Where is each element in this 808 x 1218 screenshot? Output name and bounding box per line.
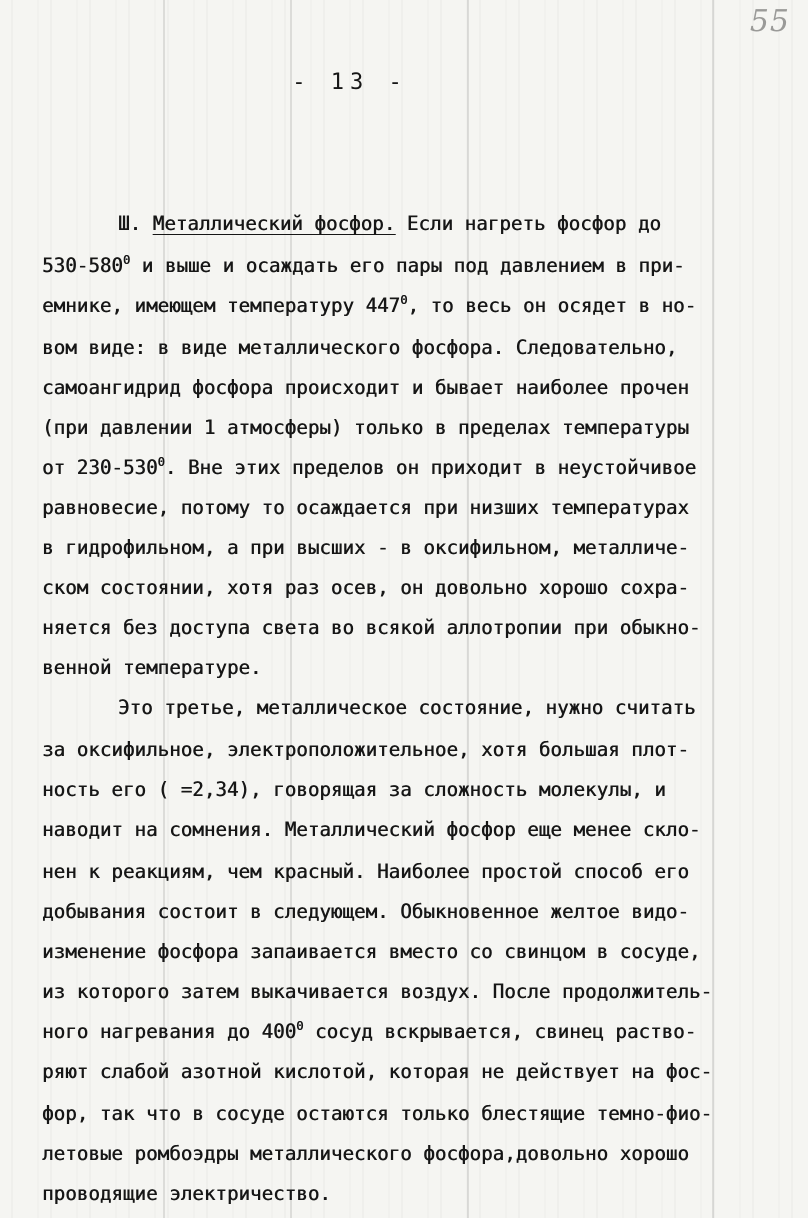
section-title: Металлический фосфор.: [152, 212, 396, 235]
text-segment: . Вне этих пределов он приходит в неустойчивое: [164, 456, 697, 479]
text-line: за оксифильное, электроположительное, хотя большая плот-: [42, 738, 689, 761]
degree-sign: 0: [400, 293, 408, 307]
section-numeral: Ш.: [118, 212, 153, 235]
paragraph-first-line: Это третье, металлическое состояние, нужно считать: [118, 696, 696, 719]
text-segment: Если нагреть фосфор до: [395, 212, 661, 235]
text-line: [42, 246, 802, 286]
section-heading-line: [118, 204, 808, 244]
text-line: изменение фосфора запаивается вместо со свинцом в сосуде,: [42, 940, 701, 963]
text-segment: емнике, имеющем температуру 447: [42, 294, 401, 317]
text-line: вом виде: в виде металлического фосфора. Следовательно,: [42, 336, 678, 359]
text-line: в гидрофильном, а при высших - в оксифильном, металличе-: [42, 536, 689, 559]
text-line: нен к реакциям, чем красный. Наиболее простой способ его: [42, 860, 689, 883]
degree-sign: 0: [157, 455, 165, 469]
text-line: наводит на сомнения. Металлический фосфор еще менее скло-: [42, 818, 701, 841]
text-line: из которого затем выкачивается воздух. После продолжитель-: [42, 980, 713, 1003]
text-line: (при давлении 1 атмосферы) только в пределах температуры: [42, 416, 689, 439]
text-line: проводящие электричество.: [42, 1182, 331, 1205]
text-line: няется без доступа света во всякой аллотропии при обыкно-: [42, 616, 701, 639]
text-line: [42, 1012, 802, 1052]
text-segment: и выше и осаждать его пары под давлением в при-: [130, 254, 685, 277]
text-segment: сосуд вскрывается, свинец раство-: [303, 1020, 697, 1043]
text-segment: 530-580: [42, 254, 123, 277]
text-segment: от 230-530: [42, 456, 158, 479]
text-line: ском состоянии, хотя раз осев, он довольно хорошо сохра-: [42, 576, 689, 599]
text-line: ряют слабой азотной кислотой, которая не действует на фос-: [42, 1060, 713, 1083]
text-line: [42, 286, 802, 326]
archive-page-number: 55: [749, 4, 790, 39]
text-line: [42, 448, 802, 488]
text-line: фор, так что в сосуде остаются только блестящие темно-фио-: [42, 1102, 713, 1125]
text-segment: , то весь он осядет в но-: [407, 294, 697, 317]
degree-sign: 0: [296, 1019, 304, 1033]
text-line: ность его ( =2,34), говорящая за сложность молекулы, и: [42, 778, 666, 801]
text-line: летовые ромбоэдры металлического фосфора,довольно хорошо: [42, 1142, 689, 1165]
text-line: добывания состоит в следующем. Обыкновенное желтое видо-: [42, 900, 689, 923]
text-line: венной температуре.: [42, 656, 262, 679]
degree-sign: 0: [122, 253, 131, 267]
text-segment: ного нагревания до 400: [42, 1020, 297, 1043]
text-line: самоангидрид фосфора происходит и бывает наиболее прочен: [42, 376, 689, 399]
text-line: равновесие, потому то осаждается при низших температурах: [42, 496, 689, 519]
page-number: - 13 -: [292, 70, 408, 95]
